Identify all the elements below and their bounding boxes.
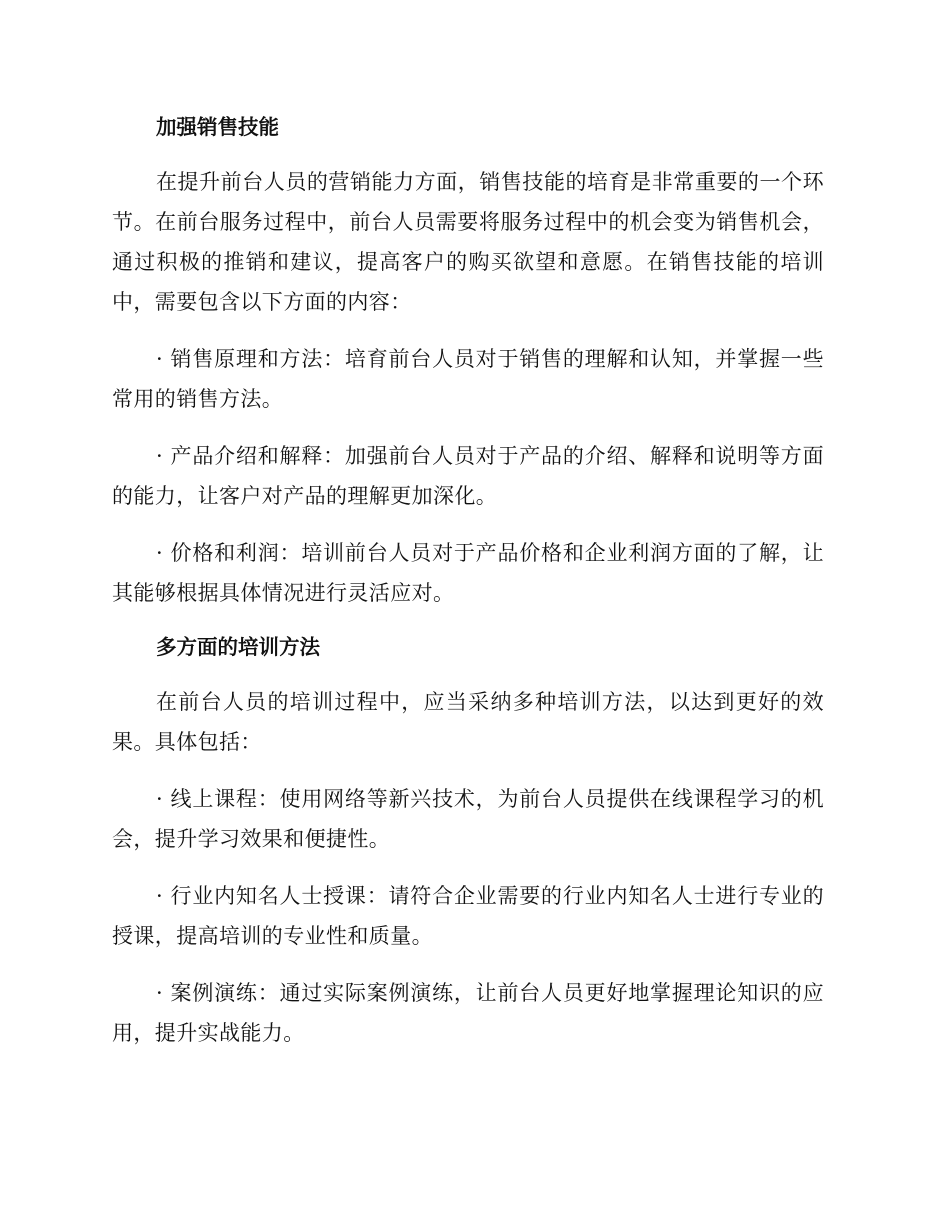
bullet-item: · 价格和利润：培训前台人员对于产品价格和企业利润方面的了解，让其能够根据具体情况进行灵活应对。 bbox=[112, 541, 824, 605]
section-intro-paragraph: 在前台人员的培训过程中，应当采纳多种培训方法，以达到更好的效果。具体包括： bbox=[112, 690, 824, 754]
bullet-item: · 产品介绍和解释：加强前台人员对于产品的介绍、解释和说明等方面的能力，让客户对产品的理解更加深化。 bbox=[112, 444, 824, 508]
section-intro-paragraph: 在提升前台人员的营销能力方面，销售技能的培育是非常重要的一个环节。在前台服务过程中，前台人员需要将服务过程中的机会变为销售机会，通过积极的推销和建议，提高客户的购买欲望和意愿。在销售技能的培训中，需要包含以下方面的内容： bbox=[112, 170, 824, 314]
section-heading: 加强销售技能 bbox=[156, 115, 279, 139]
section-training-methods bbox=[112, 630, 824, 1053]
section-sales-skills bbox=[112, 110, 824, 613]
bullet-item: · 案例演练：通过实际案例演练，让前台人员更好地掌握理论知识的应用，提升实战能力。 bbox=[112, 981, 824, 1045]
bullet-item: · 销售原理和方法：培育前台人员对于销售的理解和认知，并掌握一些常用的销售方法。 bbox=[112, 347, 824, 411]
bullet-item: · 线上课程：使用网络等新兴技术，为前台人员提供在线课程学习的机会，提升学习效果和便捷性。 bbox=[112, 787, 824, 851]
section-heading: 多方面的培训方法 bbox=[156, 635, 320, 659]
bullet-item: · 行业内知名人士授课：请符合企业需要的行业内知名人士进行专业的授课，提高培训的专业性和质量。 bbox=[112, 884, 824, 948]
document-page bbox=[112, 110, 824, 1070]
